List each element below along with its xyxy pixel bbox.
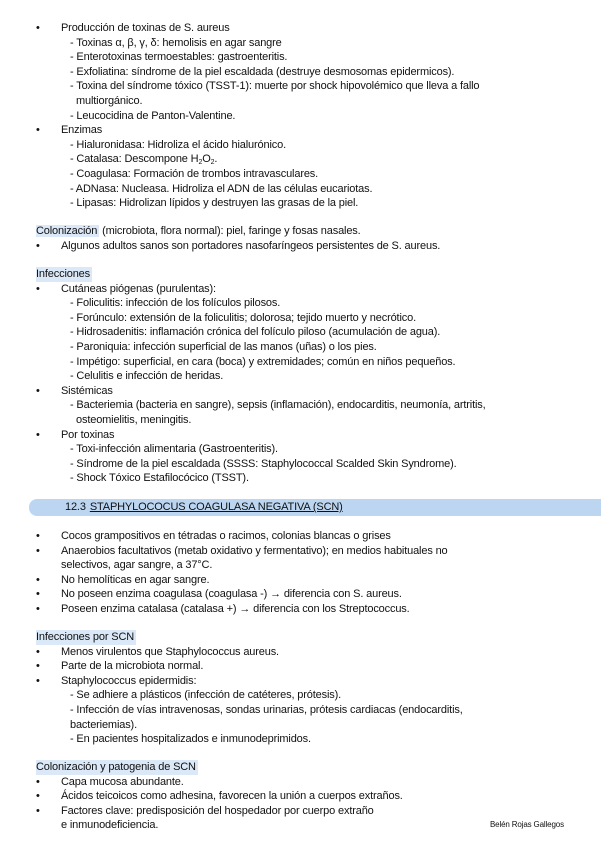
list-item: • Parte de la microbiota normal. (36, 660, 204, 673)
sub-item: - Foliculitis: infección de los folículos pilosos. (70, 297, 281, 310)
sub-item: - Toxinas α, β, γ, δ: hemolisis en agar sangre (70, 36, 282, 49)
list-item: • Cutáneas piógenas (purulentas): (36, 282, 216, 295)
infecciones-scn-section (0, 630, 601, 747)
sub-item: - Hialuronidasa: Hidroliza el ácido hialurónico. (70, 138, 286, 151)
sub-item: - ADNasa: Nucleasa. Hidroliza el ADN de las células eucariotas. (70, 182, 373, 195)
sub-item: - Se adhiere a plásticos (infección de catéteres, prótesis). (70, 689, 342, 702)
sub-item: - Infección de vías intravenosas, sondas urinarias, prótesis cardiacas (endocarditis, (70, 703, 463, 716)
list-item: • Anaerobios facultativos (metab oxidativo y fermentativo); en medios habituales no (36, 544, 448, 557)
author-signature: Belén Rojas Gallegos (490, 820, 564, 829)
list-item: • Menos virulentos que Staphylococcus aureus. (36, 645, 279, 658)
sub-item: - Lipasas: Hidrolizan lípidos y destruyen las grasas de la piel. (70, 197, 359, 210)
bullet: • (36, 428, 40, 441)
list-item: • Capa mucosa abundante. (36, 775, 184, 788)
list-item: • Ácidos teicoicos como adhesina, favorecen la unión a cuerpos extraños. (36, 790, 403, 803)
list-item: • No hemolíticas en agar sangre. (36, 573, 210, 586)
list-item: • Staphylococcus epidermidis: (36, 674, 197, 687)
sub-item: - Toxina del síndrome tóxico (TSST-1): muerte por shock hipovolémico que lleva a fallo (70, 80, 480, 93)
sub-item: - Exfoliatina: síndrome de la piel escaldada (destruye desmosomas epidermicos). (70, 65, 455, 78)
section-title: 12.3 STAPHYLOCOCUS COAGULASA NEGATIVA (SCN) (65, 501, 343, 513)
list-item: • Sistémicas (36, 384, 113, 397)
sub-item: - Paroniquia: infección superficial de las manos (uñas) o los pies. (70, 340, 377, 353)
sub-item: bacteriemias). (70, 718, 137, 731)
toxins-enzymes-list (0, 21, 601, 211)
list-item: • No poseen enzima coagulasa (coagulasa -) → diferencia con S. aureus. (36, 588, 402, 601)
bullet: • (36, 602, 40, 615)
sub-item: - Forúnculo: extensión de la foliculitis; dolorosa; tejido muerto y necrótico. (70, 311, 416, 324)
sub-item: osteomielitis, meningitis. (76, 413, 192, 426)
bullet: • (36, 544, 40, 557)
bullet: • (36, 588, 40, 601)
sub-item: - Síndrome de la piel escaldada (SSSS: Staphylococcal Scalded Skin Syndrome). (70, 457, 457, 470)
section-heading: Colonización (microbiota, flora normal): piel, faringe y fosas nasales. (36, 225, 361, 237)
section-heading: Infecciones (36, 268, 90, 280)
bullet: • (36, 282, 40, 295)
sub-item: - Catalasa: Descompone $H_2O_2$. (70, 153, 218, 167)
bullet: • (36, 645, 40, 658)
sub-item: - Hidrosadenitis: inflamación crónica del folículo piloso (acumulación de agua). (70, 326, 441, 339)
sub-item: - Coagulasa: Formación de trombos intravasculares. (70, 167, 319, 180)
list-item: • Poseen enzima catalasa (catalasa +) → diferencia con los Streptococcus. (36, 602, 410, 615)
sub-item: - Bacteriemia (bacteria en sangre), sepsis (inflamación), endocarditis, neumonía, artritis, (70, 399, 486, 412)
bullet: • (36, 804, 40, 817)
sub-item: - En pacientes hospitalizados e inmunodeprimidos. (70, 733, 311, 746)
bullet: • (36, 22, 40, 34)
list-item: • Factores clave: predisposición del hospedador por cuerpo extraño (36, 804, 374, 817)
sub-item: - Shock Tóxico Estafilocócico (TSST). (70, 472, 249, 485)
infecciones-section (0, 267, 601, 486)
section-heading: Infecciones por SCN (36, 631, 135, 643)
section-title-bar (29, 499, 601, 516)
bullet: • (36, 239, 40, 252)
list-item: • Enzimas (36, 124, 103, 137)
bullet: • (36, 775, 40, 788)
bullet: • (36, 124, 40, 137)
bullet: • (36, 384, 40, 397)
sub-item: - Enterotoxinas termoestables: gastroenteritis. (70, 51, 288, 64)
sub-item: - Leucocidina de Panton-Valentine. (70, 109, 236, 122)
sub-item: multiorgánico. (76, 94, 143, 107)
bullet: • (36, 660, 40, 673)
scn-characteristics-list (0, 529, 601, 617)
bullet: • (36, 573, 40, 586)
sub-item: - Toxi-infección alimentaria (Gastroenteritis). (70, 443, 278, 456)
list-item: • Producción de toxinas de S. aureus (36, 22, 230, 34)
list-item: • Cocos grampositivos en tétradas o racimos, colonias blancas o grises (36, 530, 391, 542)
list-item: • Algunos adultos sanos son portadores nasofaríngeos persistentes de S. aureus. (36, 239, 441, 252)
sub-item: - Impétigo: superficial, en cara (boca) y extremidades; común en niños pequeños. (70, 355, 456, 368)
bullet: • (36, 530, 40, 542)
bullet: • (36, 790, 40, 803)
section-heading: Colonización y patogenia de SCN (36, 761, 196, 773)
bullet: • (36, 674, 40, 687)
colonizacion-section (0, 224, 601, 253)
sub-item: - Celulitis e infección de heridas. (70, 370, 224, 383)
list-item-continuation: e inmunodeficiencia. (61, 819, 159, 832)
list-item: • Por toxinas (36, 428, 115, 441)
list-item-continuation: selectivos, agar sangre, a 37°C. (61, 559, 213, 572)
